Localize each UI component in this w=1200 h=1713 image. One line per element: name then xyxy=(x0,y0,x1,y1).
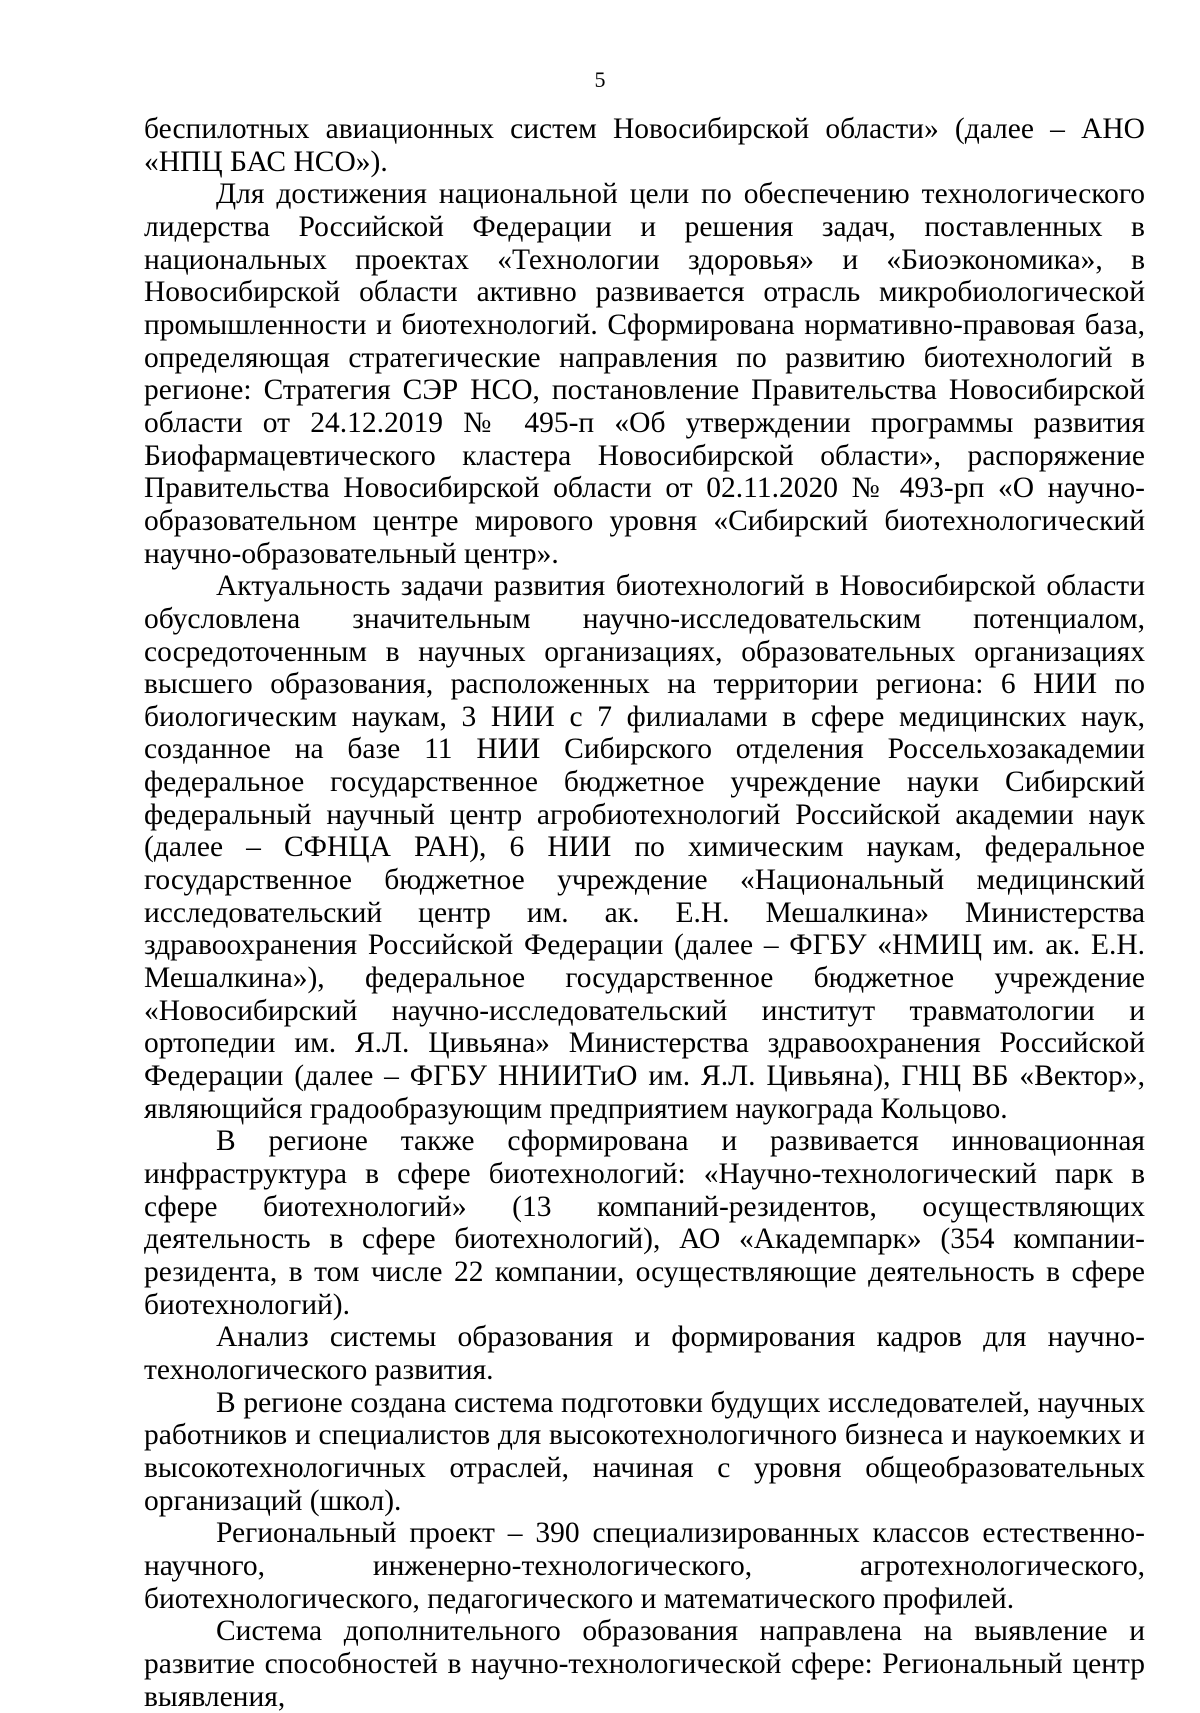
paragraph-additional-education: Система дополнительного образования направлена на выявление и развитие способностей в научно-технологической сфере: Региональный центр выявления, xyxy=(144,1615,1145,1713)
paragraph-national-goal: Для достижения национальной цели по обеспечению технологического лидерства Российской Федерации и решения задач, поставленных в национальных проектах «Технологии здоровья» и «Биоэкономика», в Новосибирской области активно развивается отрасль микробиологической промышленности и биотехнологий. Сформирована нормативно-правовая база, определяющая стратегические направления по развитию биотехнологий в регионе: Стратегия СЭР НСО, постановление Правительства Новосибирской области от 24.12.2019 № 495-п «Об утверждении программы развития Биофармацевтического кластера Новосибирской области», распоряжение Правительства Новосибирской области от 02.11.2020 № 493-рп «О научно-образовательном центре мирового уровня «Сибирский биотехнологический научно-образовательный центр». xyxy=(144,178,1145,570)
paragraph-continuation: беспилотных авиационных систем Новосибирской области» (далее – АНО «НПЦ БАС НСО»). xyxy=(144,113,1145,178)
paragraph-education-analysis: Анализ системы образования и формирования кадров для научно-технологического развития. xyxy=(144,1321,1145,1386)
paragraph-innovation-infrastructure: В регионе также сформирована и развивается инновационная инфраструктура в сфере биотехнологий: «Научно-технологический парк в сфере биотехнологий» (13 компаний-резидентов, осуществляющих деятельность в сфере биотехнологий), АО «Академпарк» (354 компании-резидента, в том числе 22 компании, осуществляющие деятельность в сфере биотехнологий). xyxy=(144,1125,1145,1321)
paragraph-training-system: В регионе создана система подготовки будущих исследователей, научных работников и специалистов для высокотехнологичного бизнеса и наукоемких и высокотехнологичных отраслей, начиная с уровня общеобразовательных организаций (школ). xyxy=(144,1386,1145,1517)
paragraph-research-potential: Актуальность задачи развития биотехнологий в Новосибирской области обусловлена значительным научно-исследовательским потенциалом, сосредоточенным в научных организациях, образовательных организациях высшего образования, расположенных на территории региона: 6 НИИ по биологическим наукам, 3 НИИ с 7 филиалами в сфере медицинских наук, созданное на базе 11 НИИ Сибирского отделения Россельхозакадемии федеральное государственное бюджетное учреждение науки Сибирский федеральный научный центр агробиотехнологий Российской академии наук (далее – СФНЦА РАН), 6 НИИ по химическим наукам, федеральное государственное бюджетное учреждение «Национальный медицинский исследовательский центр им. ак. Е.Н. Мешалкина» Министерства здравоохранения Российской Федерации (далее – ФГБУ «НМИЦ им. ак. Е.Н. Мешалкина»), федеральное государственное бюджетное учреждение «Новосибирский научно-исследовательский институт травматологии и ортопедии им. Я.Л. Цивьяна» Министерства здравоохранения Российской Федерации (далее – ФГБУ ННИИТиО им. Я.Л. Цивьяна), ГНЦ ВБ «Вектор», являющийся градообразующим предприятием наукограда Кольцово. xyxy=(144,570,1145,1125)
page-number: 5 xyxy=(594,67,606,92)
document-body xyxy=(144,113,1145,1713)
paragraph-regional-project: Региональный проект – 390 специализированных классов естественно-научного, инженерно-технологического, агротехнологического, биотехнологического, педагогического и математического профилей. xyxy=(144,1517,1145,1615)
